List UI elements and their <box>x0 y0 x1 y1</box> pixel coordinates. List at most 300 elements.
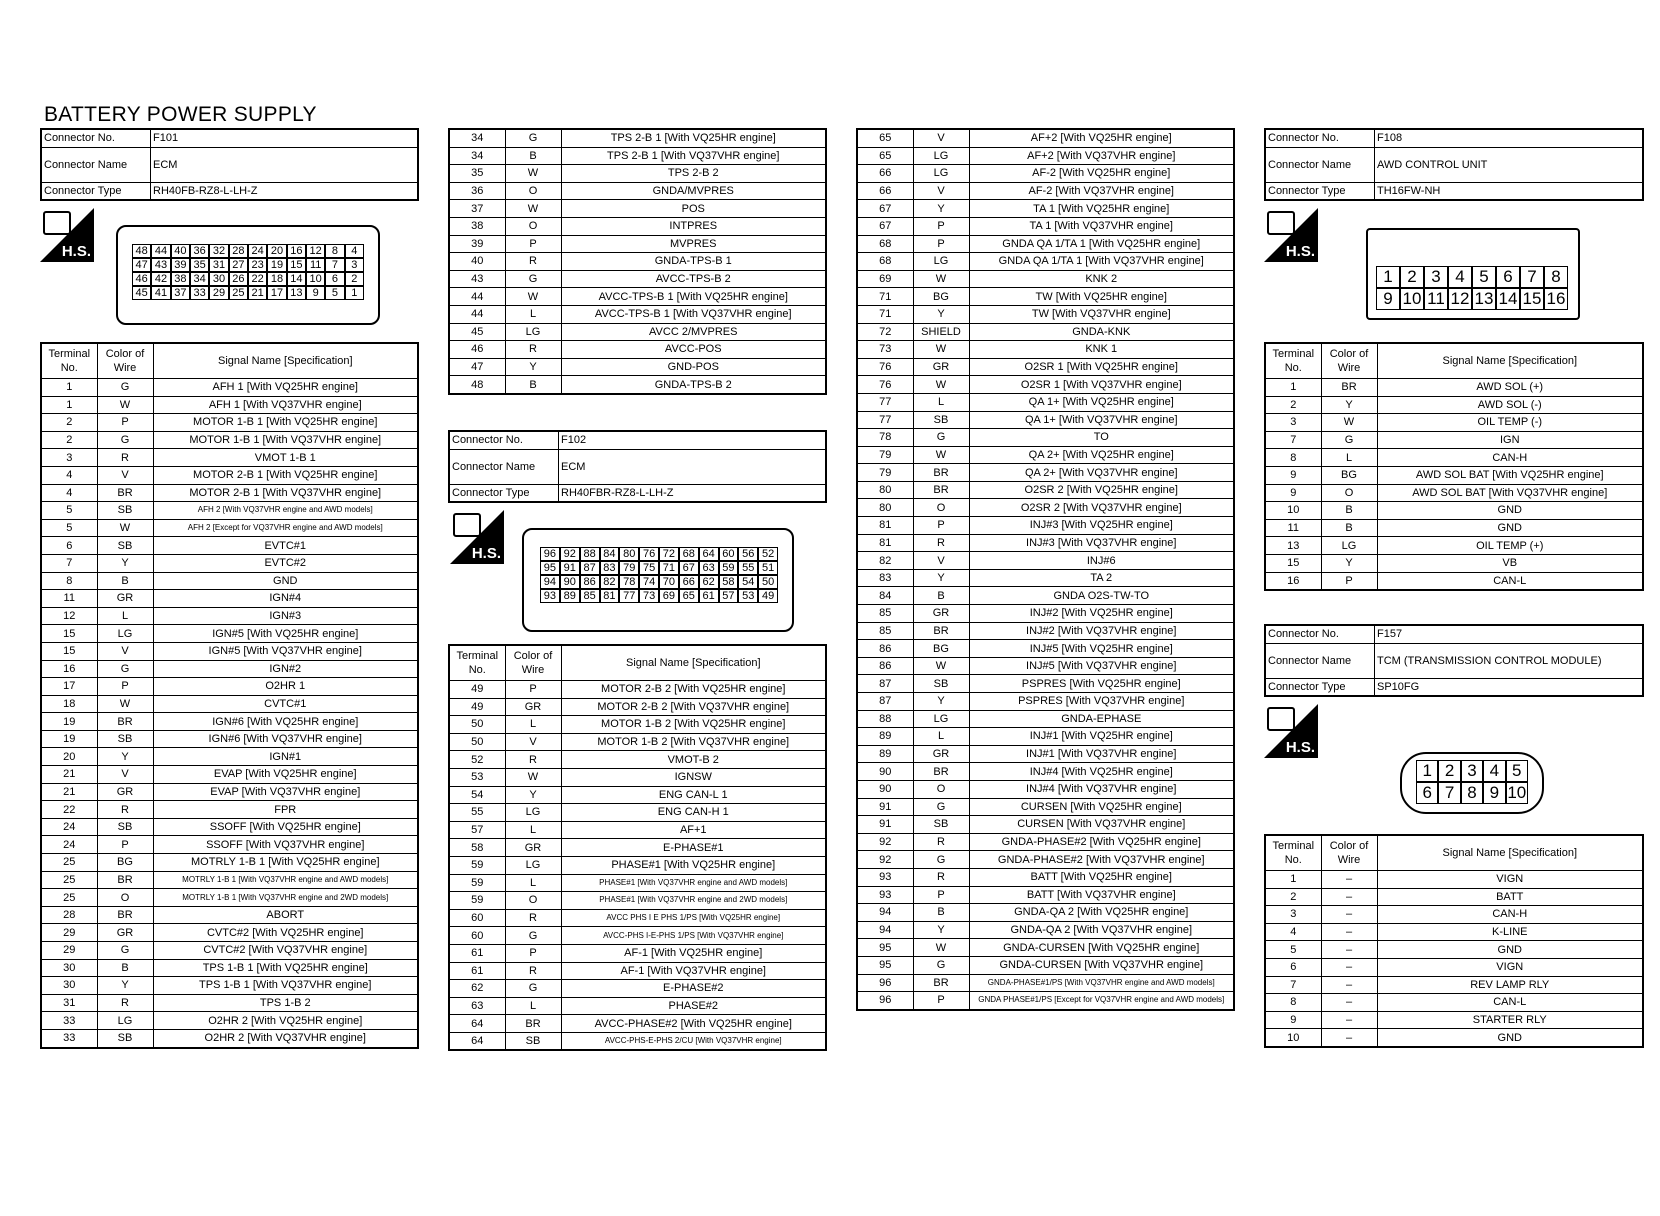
terminal-no-cell: 40 <box>449 253 505 271</box>
connector-pin: 56 <box>738 547 758 561</box>
table-row <box>41 554 418 572</box>
terminal-no-cell: 94 <box>857 921 913 939</box>
signal-name-cell: VMOT-B 2 <box>561 751 826 769</box>
table-row <box>857 992 1234 1010</box>
connector-pin: 63 <box>699 561 719 575</box>
table-row <box>1265 537 1643 555</box>
connector-pin: 94 <box>540 575 560 589</box>
table-row <box>449 980 826 998</box>
wire-color-cell: GR <box>913 358 969 376</box>
signal-name-cell: O2HR 1 <box>153 678 418 696</box>
signal-name-cell: MOTOR 1-B 1 [With VQ25HR engine] <box>153 414 418 432</box>
terminal-no-cell: 71 <box>857 288 913 306</box>
signal-name-cell: MVPRES <box>561 235 826 253</box>
terminal-no-cell: 34 <box>449 147 505 165</box>
connector-pin: 41 <box>151 286 170 300</box>
signal-name-cell: TPS 2-B 1 [With VQ37VHR engine] <box>561 147 826 165</box>
f157-terminal-table-wrap <box>1264 834 1644 1048</box>
connector-pin: 95 <box>540 561 560 575</box>
wire-color-cell: BR <box>913 464 969 482</box>
wire-color-cell: G <box>913 956 969 974</box>
terminal-no-cell: 68 <box>857 235 913 253</box>
wire-color-cell: R <box>505 253 561 271</box>
signal-name-cell: INJ#3 [With VQ25HR engine] <box>969 517 1234 535</box>
signal-name-cell: AVCC 2/MVPRES <box>561 323 826 341</box>
table-row <box>449 997 826 1015</box>
connector-pin: 5 <box>1472 266 1496 288</box>
f108-terminal-table <box>1264 342 1644 591</box>
signal-name-cell: O2SR 2 [With VQ37VHR engine] <box>969 499 1234 517</box>
color-header: Color of Wire <box>1321 835 1377 871</box>
terminal-no-cell: 85 <box>857 622 913 640</box>
wire-color-cell: V <box>97 466 153 484</box>
connector-pin: 12 <box>1448 288 1472 310</box>
signal-name-cell: GNDA-PHASE#1/PS [With VQ37VHR engine and AWD models] <box>969 974 1234 992</box>
terminal-no-cell: 59 <box>449 856 505 874</box>
connector-pin: 90 <box>560 575 580 589</box>
wire-color-cell: – <box>1321 906 1377 924</box>
connector-pin: 4 <box>1448 266 1472 288</box>
table-row <box>449 944 826 962</box>
wire-color-cell: G <box>505 270 561 288</box>
wire-color-cell: GR <box>97 590 153 608</box>
f101-terminal-table-continued <box>448 128 827 395</box>
table-row <box>1265 906 1643 924</box>
f102-pin-grid <box>540 547 778 603</box>
terminal-no-cell: 11 <box>41 590 97 608</box>
signal-name-cell: AFH 1 [With VQ25HR engine] <box>153 379 418 397</box>
terminal-no-cell: 63 <box>449 997 505 1015</box>
table-row <box>857 517 1234 535</box>
terminal-no-cell: 82 <box>857 552 913 570</box>
signal-name-cell: INJ#1 [With VQ37VHR engine] <box>969 745 1234 763</box>
wire-color-cell: BR <box>913 763 969 781</box>
wire-color-cell: GR <box>913 745 969 763</box>
wire-color-cell: P <box>913 217 969 235</box>
table-row <box>857 323 1234 341</box>
table-row <box>857 939 1234 957</box>
table-row <box>857 446 1234 464</box>
terminal-no-cell: 53 <box>449 768 505 786</box>
connector-pin: 8 <box>325 244 344 258</box>
connector-pin: 25 <box>229 286 248 300</box>
signal-name-cell: PHASE#1 [With VQ25HR engine] <box>561 856 826 874</box>
connector-pin: 69 <box>659 589 679 603</box>
signal-name-cell: GNDA QA 1/TA 1 [With VQ25HR engine] <box>969 235 1234 253</box>
table-row <box>41 889 418 907</box>
terminal-no-cell: 39 <box>449 235 505 253</box>
terminal-no-cell: 79 <box>857 446 913 464</box>
table-row <box>41 642 418 660</box>
wire-color-cell: BR <box>1321 379 1377 397</box>
wire-color-cell: W <box>913 939 969 957</box>
table-row <box>857 499 1234 517</box>
table-row <box>857 464 1234 482</box>
signal-name-cell: ENG CAN-L 1 <box>561 786 826 804</box>
connector-pin: 10 <box>1507 783 1527 802</box>
wire-color-cell: W <box>505 200 561 218</box>
wire-color-cell: R <box>505 751 561 769</box>
terminal-no-cell: 49 <box>449 698 505 716</box>
table-row <box>449 165 826 183</box>
signal-name-cell: INJ#6 <box>969 552 1234 570</box>
connector-pin: 36 <box>190 244 209 258</box>
f101-terminal-table-wrap <box>40 342 419 1049</box>
table-row <box>1265 449 1643 467</box>
connector-pin: 80 <box>619 547 639 561</box>
connector-pin: 53 <box>738 589 758 603</box>
terminal-no-cell: 85 <box>857 605 913 623</box>
connector-pin: 72 <box>659 547 679 561</box>
table-row <box>41 466 418 484</box>
connector-pin: 76 <box>639 547 659 561</box>
table-row <box>1265 994 1643 1012</box>
terminal-no-cell: 83 <box>857 569 913 587</box>
connector-pin: 83 <box>600 561 620 575</box>
wire-color-cell: W <box>97 519 153 537</box>
terminal-no-cell: 2 <box>1265 396 1321 414</box>
terminal-no-cell: 60 <box>449 909 505 927</box>
wire-color-cell: R <box>913 534 969 552</box>
terminal-no-cell: 67 <box>857 200 913 218</box>
signal-name-cell: AWD SOL (+) <box>1377 379 1643 397</box>
terminal-no-cell: 22 <box>41 801 97 819</box>
terminal-no-cell: 8 <box>41 572 97 590</box>
signal-name-cell: MOTOR 1-B 2 [With VQ37VHR engine] <box>561 733 826 751</box>
signal-name-cell: SSOFF [With VQ37VHR engine] <box>153 836 418 854</box>
terminal-no-cell: 44 <box>449 305 505 323</box>
table-row <box>41 590 418 608</box>
table-row <box>41 783 418 801</box>
signal-name-cell: MOTRLY 1-B 1 [With VQ25HR engine] <box>153 854 418 872</box>
signal-name-cell: AVCC-PHS-E-PHS 2/CU [With VQ37VHR engine] <box>561 1032 826 1050</box>
signal-name-cell: POS <box>561 200 826 218</box>
table-row <box>449 200 826 218</box>
terminal-no-cell: 66 <box>857 165 913 183</box>
terminal-no-cell: 45 <box>449 323 505 341</box>
terminal-no-cell: 77 <box>857 393 913 411</box>
connector-pin: 93 <box>540 589 560 603</box>
wire-color-cell: BR <box>97 906 153 924</box>
wire-color-cell: R <box>505 962 561 980</box>
f102-info-table <box>448 430 827 503</box>
wire-color-cell: SB <box>913 675 969 693</box>
wire-color-cell: LG <box>913 253 969 271</box>
connector-pin: 2 <box>1400 266 1424 288</box>
table-row <box>41 414 418 432</box>
terminal-no-cell: 47 <box>449 358 505 376</box>
signal-name-cell: VIGN <box>1377 871 1643 889</box>
table-row <box>857 411 1234 429</box>
signal-name-cell: GNDA-CURSEN [With VQ37VHR engine] <box>969 956 1234 974</box>
terminal-no-cell: 12 <box>41 607 97 625</box>
wire-color-cell: BG <box>913 640 969 658</box>
terminal-no-cell: 2 <box>41 414 97 432</box>
signal-name-cell: BATT [With VQ25HR engine] <box>969 868 1234 886</box>
signal-name-cell: INTPRES <box>561 217 826 235</box>
signal-name-cell: O2SR 1 [With VQ37VHR engine] <box>969 376 1234 394</box>
connector-pin: 1 <box>345 286 364 300</box>
terminal-no-cell: 92 <box>857 851 913 869</box>
connector-name-label: Connector Name <box>449 449 559 484</box>
signal-name-cell: ENG CAN-H 1 <box>561 804 826 822</box>
wire-color-cell: O <box>505 892 561 910</box>
wire-color-cell: – <box>1321 1029 1377 1047</box>
signal-name-cell: TW [With VQ25HR engine] <box>969 288 1234 306</box>
connector-no-label: Connector No. <box>41 129 151 147</box>
f102-terminal-table-continued <box>856 128 1235 1011</box>
connector-pin: 64 <box>699 547 719 561</box>
terminal-no-cell: 4 <box>1265 923 1321 941</box>
wire-color-cell: LG <box>913 165 969 183</box>
wire-color-cell: L <box>97 607 153 625</box>
wire-color-cell: L <box>505 305 561 323</box>
table-row <box>857 429 1234 447</box>
connector-pin: 57 <box>719 589 739 603</box>
terminal-no-cell: 88 <box>857 710 913 728</box>
table-row <box>857 974 1234 992</box>
connector-pin: 37 <box>171 286 190 300</box>
terminal-no-cell: 13 <box>1265 537 1321 555</box>
connector-pin: 24 <box>248 244 267 258</box>
terminal-no-cell: 91 <box>857 798 913 816</box>
terminal-no-cell: 8 <box>1265 994 1321 1012</box>
terminal-no-cell: 6 <box>41 537 97 555</box>
table-row <box>857 763 1234 781</box>
connector-name-label: Connector Name <box>41 147 151 182</box>
table-row <box>857 481 1234 499</box>
connector-pin: 62 <box>699 575 719 589</box>
table-row <box>41 379 418 397</box>
terminal-no-cell: 48 <box>449 376 505 394</box>
connector-pin: 73 <box>639 589 659 603</box>
table-row <box>449 376 826 394</box>
wire-color-cell: W <box>505 768 561 786</box>
wire-color-cell: L <box>505 997 561 1015</box>
table-row <box>857 657 1234 675</box>
connector-type-value: RH40FB-RZ8-L-LH-Z <box>151 182 419 200</box>
signal-name-cell: KNK 1 <box>969 341 1234 359</box>
signal-name-cell: AF+2 [With VQ37VHR engine] <box>969 147 1234 165</box>
signal-name-cell: O2SR 1 [With VQ25HR engine] <box>969 358 1234 376</box>
wire-color-cell: W <box>97 396 153 414</box>
signal-name-cell: INJ#3 [With VQ37VHR engine] <box>969 534 1234 552</box>
terminal-no-cell: 87 <box>857 675 913 693</box>
signal-name-cell: O2HR 2 [With VQ25HR engine] <box>153 1012 418 1030</box>
wire-color-cell: O <box>913 499 969 517</box>
wire-color-cell: B <box>505 376 561 394</box>
signal-name-cell: QA 2+ [With VQ37VHR engine] <box>969 464 1234 482</box>
connector-pin: 27 <box>229 258 248 272</box>
signal-name-cell: PSPRES [With VQ25HR engine] <box>969 675 1234 693</box>
table-row <box>857 728 1234 746</box>
wire-color-cell: Y <box>505 786 561 804</box>
table-row <box>857 745 1234 763</box>
table-row <box>857 675 1234 693</box>
connector-type-value: TH16FW-NH <box>1375 182 1644 200</box>
signal-name-cell: AF-2 [With VQ25HR engine] <box>969 165 1234 183</box>
connector-name-label: Connector Name <box>1265 147 1375 182</box>
wire-color-cell: SB <box>913 816 969 834</box>
terminal-no-cell: 34 <box>449 129 505 147</box>
wire-color-cell: SB <box>913 411 969 429</box>
signal-name-cell: IGN#5 [With VQ37VHR engine] <box>153 642 418 660</box>
signal-name-cell: GNDA/MVPRES <box>561 182 826 200</box>
wire-color-cell: R <box>97 994 153 1012</box>
table-row <box>449 129 826 147</box>
signal-name-cell: GND <box>1377 519 1643 537</box>
signal-name-cell: IGN#6 [With VQ37VHR engine] <box>153 730 418 748</box>
signal-name-cell: TPS 2-B 1 [With VQ25HR engine] <box>561 129 826 147</box>
wire-color-cell: L <box>505 821 561 839</box>
connector-pin: 21 <box>248 286 267 300</box>
connector-pin: 34 <box>190 272 209 286</box>
connector-pin: 59 <box>719 561 739 575</box>
wire-color-cell: Y <box>97 748 153 766</box>
wire-color-cell: SB <box>97 502 153 520</box>
table-row <box>857 798 1234 816</box>
terminal-no-cell: 77 <box>857 411 913 429</box>
terminal-no-cell: 44 <box>449 288 505 306</box>
signal-name-cell: GND <box>153 572 418 590</box>
connector-pin: 16 <box>287 244 306 258</box>
terminal-no-cell: 66 <box>857 182 913 200</box>
table-row <box>41 1012 418 1030</box>
wire-color-cell: GR <box>505 698 561 716</box>
signal-name-cell: O2SR 2 [With VQ25HR engine] <box>969 481 1234 499</box>
signal-name-cell: K-LINE <box>1377 923 1643 941</box>
terminal-no-cell: 2 <box>41 431 97 449</box>
terminal-no-cell: 46 <box>449 341 505 359</box>
wire-color-cell: BG <box>913 288 969 306</box>
terminal-no-header: Terminal No. <box>1265 835 1321 871</box>
connector-pin: 2 <box>345 272 364 286</box>
wire-color-cell: G <box>505 129 561 147</box>
signal-name-cell: PHASE#1 [With VQ37VHR engine and 2WD models] <box>561 892 826 910</box>
connector-pin: 85 <box>580 589 600 603</box>
wire-color-cell: P <box>505 681 561 699</box>
wire-color-cell: BR <box>913 481 969 499</box>
terminal-no-cell: 19 <box>41 713 97 731</box>
connector-pin: 30 <box>209 272 228 286</box>
table-row <box>449 839 826 857</box>
table-row <box>857 200 1234 218</box>
wire-color-cell: – <box>1321 1011 1377 1029</box>
table-row <box>1265 431 1643 449</box>
table-row <box>857 235 1234 253</box>
signal-name-cell: AFH 1 [With VQ37VHR engine] <box>153 396 418 414</box>
wire-color-cell: LG <box>505 323 561 341</box>
terminal-no-cell: 7 <box>1265 976 1321 994</box>
connector-pin: 40 <box>171 244 190 258</box>
wire-color-cell: BR <box>913 622 969 640</box>
connector-pin: 89 <box>560 589 580 603</box>
table-row <box>41 906 418 924</box>
table-row <box>449 217 826 235</box>
connector-pin: 9 <box>1483 782 1505 804</box>
signal-name-cell: GNDA QA 1/TA 1 [With VQ37VHR engine] <box>969 253 1234 271</box>
f157-info-table <box>1264 624 1644 697</box>
table-row <box>449 182 826 200</box>
wire-color-cell: B <box>913 587 969 605</box>
table-row <box>41 994 418 1012</box>
wire-color-cell: GR <box>913 605 969 623</box>
table-row <box>41 730 418 748</box>
wire-color-cell: – <box>1321 923 1377 941</box>
table-row <box>449 358 826 376</box>
table-row <box>449 288 826 306</box>
table-row <box>449 909 826 927</box>
table-row <box>41 519 418 537</box>
wire-color-cell: G <box>913 851 969 869</box>
signal-name-cell: INJ#2 [With VQ37VHR engine] <box>969 622 1234 640</box>
wire-color-cell: L <box>1321 449 1377 467</box>
terminal-no-cell: 69 <box>857 270 913 288</box>
wire-color-cell: P <box>505 944 561 962</box>
connector-pin: 70 <box>659 575 679 589</box>
connector-pin: 45 <box>132 286 151 300</box>
connector-pin: 8 <box>1461 782 1483 804</box>
connector-pin: 88 <box>580 547 600 561</box>
page-title: BATTERY POWER SUPPLY <box>44 103 317 126</box>
wire-color-cell: R <box>505 909 561 927</box>
signal-name-cell: GNDA-TPS-B 1 <box>561 253 826 271</box>
signal-name-cell: AVCC-PHASE#2 [With VQ25HR engine] <box>561 1015 826 1033</box>
terminal-no-cell: 38 <box>449 217 505 235</box>
table-row <box>41 942 418 960</box>
terminal-no-header: Terminal No. <box>41 343 97 379</box>
terminal-no-cell: 25 <box>41 854 97 872</box>
connector-pin: 81 <box>600 589 620 603</box>
terminal-no-cell: 28 <box>41 906 97 924</box>
terminal-no-cell: 89 <box>857 728 913 746</box>
signal-header: Signal Name [Specification] <box>153 343 418 379</box>
connector-pin: 28 <box>229 244 248 258</box>
table-row <box>857 182 1234 200</box>
connector-no-label: Connector No. <box>449 431 559 449</box>
f157-terminal-table <box>1264 834 1644 1048</box>
terminal-no-cell: 71 <box>857 305 913 323</box>
table-row <box>41 766 418 784</box>
signal-name-cell: TA 2 <box>969 569 1234 587</box>
wire-color-cell: P <box>1321 572 1377 590</box>
terminal-no-cell: 2 <box>1265 888 1321 906</box>
f102-connector-face <box>522 528 794 632</box>
signal-name-cell: INJ#4 [With VQ37VHR engine] <box>969 780 1234 798</box>
signal-name-cell: AF-2 [With VQ37VHR engine] <box>969 182 1234 200</box>
signal-name-cell: IGNSW <box>561 768 826 786</box>
wire-color-cell: – <box>1321 976 1377 994</box>
signal-name-cell: CVTC#2 [With VQ37VHR engine] <box>153 942 418 960</box>
connector-pin: 6 <box>325 272 344 286</box>
connector-pin: 60 <box>719 547 739 561</box>
signal-name-cell: AVCC-POS <box>561 341 826 359</box>
connector-pin: 52 <box>758 547 778 561</box>
wire-color-cell: W <box>913 657 969 675</box>
connector-pin: 8 <box>1544 266 1568 288</box>
connector-pin: 5 <box>1506 760 1528 782</box>
wire-color-cell: G <box>1321 431 1377 449</box>
wire-color-cell: O <box>97 889 153 907</box>
signal-name-cell: CAN-H <box>1377 906 1643 924</box>
connector-pin: 65 <box>679 589 699 603</box>
wire-color-cell: P <box>913 517 969 535</box>
connector-pin: 4 <box>345 244 364 258</box>
connector-pin: 5 <box>325 286 344 300</box>
terminal-no-cell: 84 <box>857 587 913 605</box>
connector-pin: 3 <box>1461 760 1483 782</box>
wire-color-cell: LG <box>97 625 153 643</box>
